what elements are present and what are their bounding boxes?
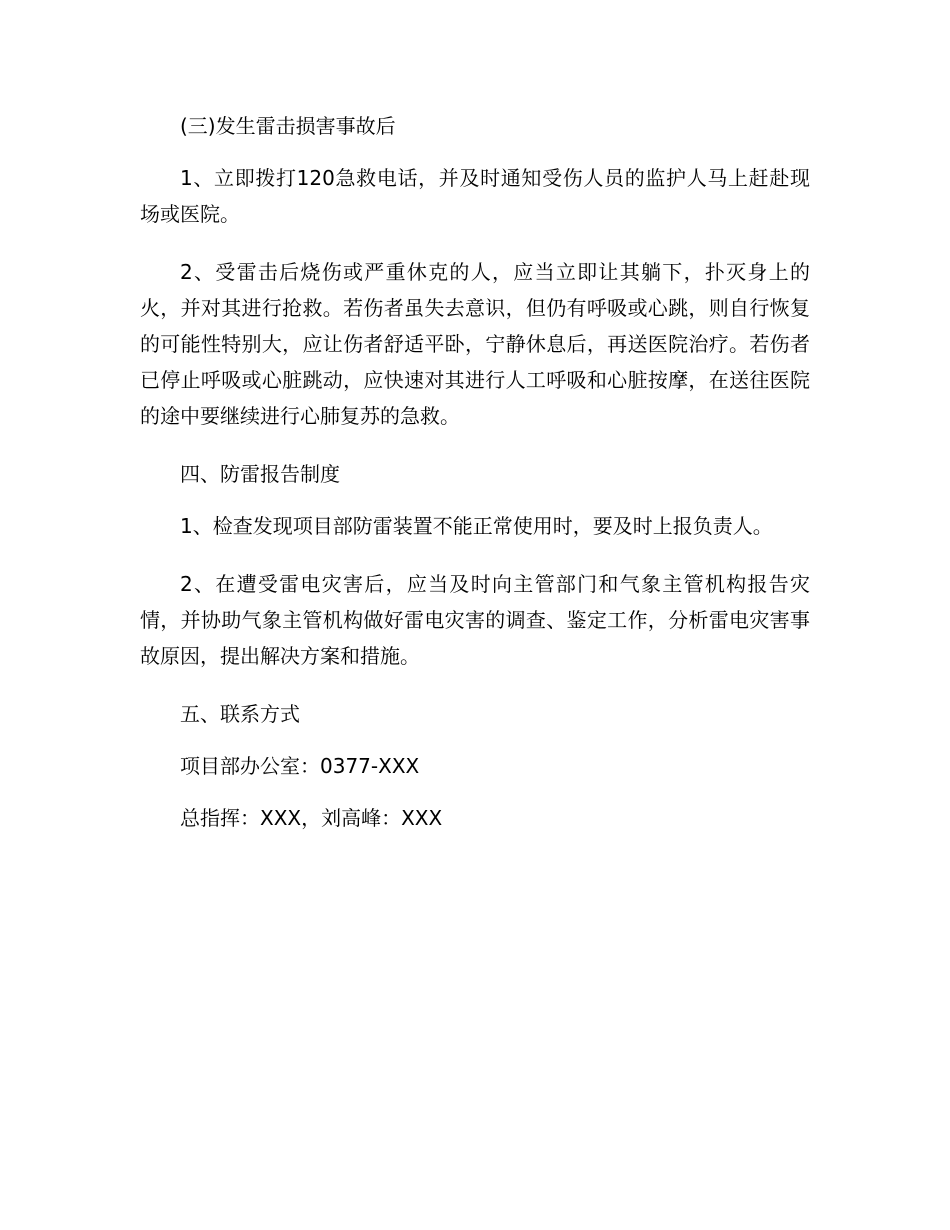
paragraph-report-disaster: 2、在遭受雷电灾害后，应当及时向主管部门和气象主管机构报告灾情，并协助气象主管机构做好雷电灾害的调查、鉴定工作，分析雷电灾害事故原因，提出解决方案和措施。 [140,572,810,668]
contact-commander: 总指挥：XXX，刘高峰：XXX [180,806,443,830]
section-heading-contact: 五、联系方式 [180,702,300,726]
paragraph-call-120: 1、立即拨打120急救电话，并及时通知受伤人员的监护人马上赶赴现场或医院。 [140,166,810,226]
paragraph-report-device-failure: 1、检查发现项目部防雷装置不能正常使用时，要及时上报负责人。 [180,514,773,538]
document-body [140,108,810,852]
contact-office: 项目部办公室：0377-XXX [180,754,420,778]
paragraph-first-aid: 2、受雷击后烧伤或严重休克的人，应当立即让其躺下，扑灭身上的火，并对其进行抢救。若伤者虽失去意识，但仍有呼吸或心跳，则自行恢复的可能性特别大，应让伤者舒适平卧，宁静休息后，再送医院治疗。若伤者已停止呼吸或心脏跳动，应快速对其进行人工呼吸和心脏按摩，在送往医院的途中要继续进行心肺复苏的急救。 [140,260,810,428]
section-heading-lightning-accident: (三)发生雷击损害事故后 [180,114,396,138]
section-heading-report-system: 四、防雷报告制度 [180,462,340,486]
